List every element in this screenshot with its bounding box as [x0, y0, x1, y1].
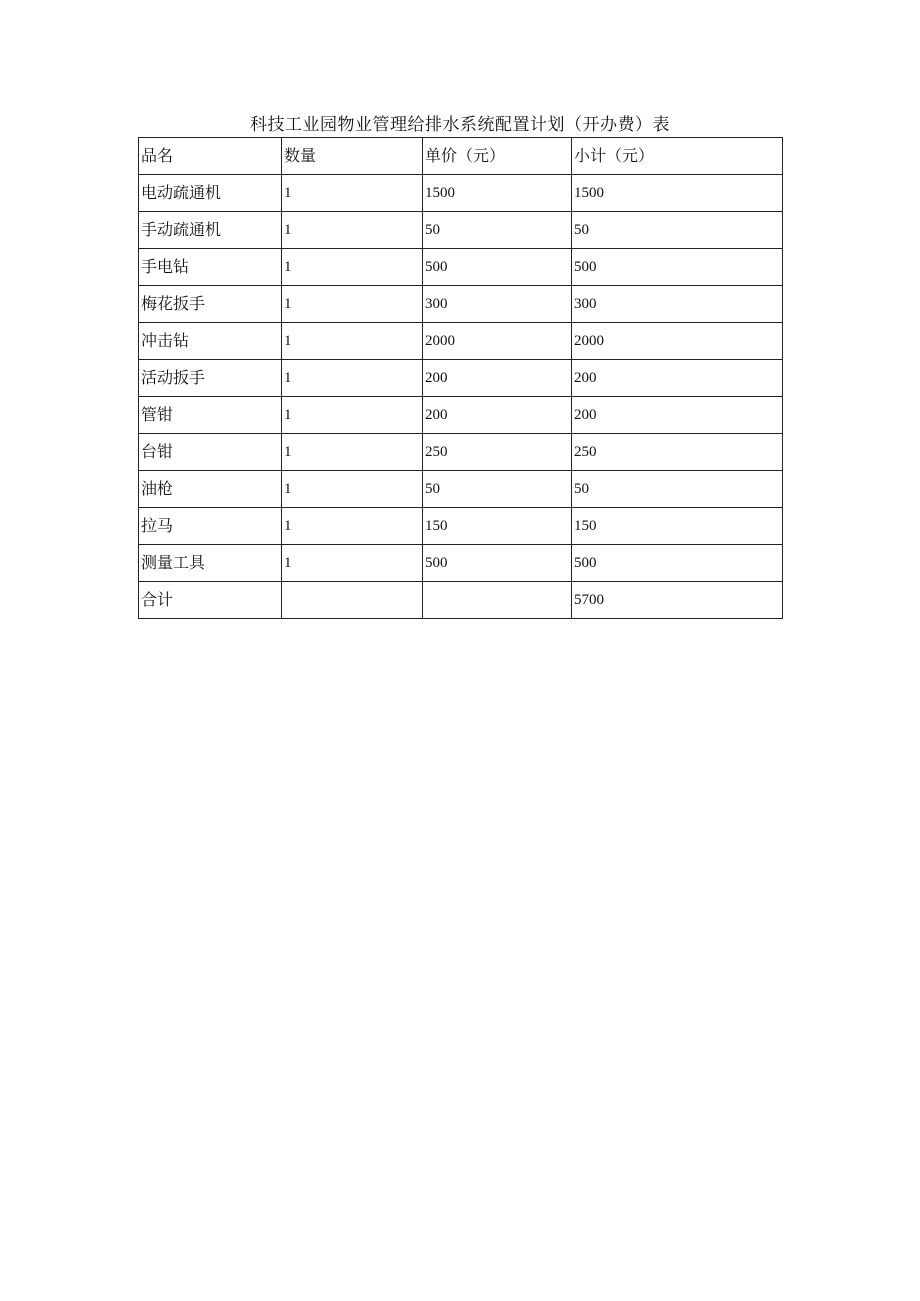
item-name-cell: 管钳	[139, 397, 282, 434]
document-title: 科技工业园物业管理给排水系统配置计划（开办费）表	[250, 115, 670, 135]
table-row	[139, 508, 783, 545]
item-name-cell: 台钳	[139, 434, 282, 471]
quantity-cell: 1	[282, 545, 423, 582]
subtotal-cell: 500	[572, 545, 783, 582]
header-cell-subtotal: 小计（元）	[572, 138, 783, 175]
item-name-cell: 电动疏通机	[139, 175, 282, 212]
table-row	[139, 323, 783, 360]
quantity-cell: 1	[282, 397, 423, 434]
item-name-cell: 油枪	[139, 471, 282, 508]
unit-price-cell: 200	[423, 360, 572, 397]
quantity-cell: 1	[282, 249, 423, 286]
subtotal-cell: 300	[572, 286, 783, 323]
subtotal-cell: 50	[572, 471, 783, 508]
subtotal-cell: 500	[572, 249, 783, 286]
unit-price-cell: 150	[423, 508, 572, 545]
total-quantity-cell	[282, 582, 423, 619]
item-name-cell: 手电钻	[139, 249, 282, 286]
table-row	[139, 434, 783, 471]
table-row	[139, 471, 783, 508]
item-name-cell: 手动疏通机	[139, 212, 282, 249]
quantity-cell: 1	[282, 508, 423, 545]
configuration-plan-table	[138, 137, 783, 619]
quantity-cell: 1	[282, 323, 423, 360]
table-row	[139, 286, 783, 323]
header-cell-unit-price: 单价（元）	[423, 138, 572, 175]
unit-price-cell: 1500	[423, 175, 572, 212]
total-unit-price-cell	[423, 582, 572, 619]
quantity-cell: 1	[282, 360, 423, 397]
unit-price-cell: 300	[423, 286, 572, 323]
table-header-row	[139, 138, 783, 175]
subtotal-cell: 200	[572, 360, 783, 397]
unit-price-cell: 250	[423, 434, 572, 471]
subtotal-cell: 150	[572, 508, 783, 545]
item-name-cell: 梅花扳手	[139, 286, 282, 323]
subtotal-cell: 50	[572, 212, 783, 249]
quantity-cell: 1	[282, 471, 423, 508]
subtotal-cell: 2000	[572, 323, 783, 360]
table-row	[139, 360, 783, 397]
unit-price-cell: 2000	[423, 323, 572, 360]
quantity-cell: 1	[282, 286, 423, 323]
subtotal-cell: 250	[572, 434, 783, 471]
total-amount-cell: 5700	[572, 582, 783, 619]
item-name-cell: 冲击钻	[139, 323, 282, 360]
quantity-cell: 1	[282, 175, 423, 212]
table-row	[139, 212, 783, 249]
table-row	[139, 249, 783, 286]
quantity-cell: 1	[282, 434, 423, 471]
unit-price-cell: 500	[423, 249, 572, 286]
table-row	[139, 545, 783, 582]
total-label-cell: 合计	[139, 582, 282, 619]
unit-price-cell: 200	[423, 397, 572, 434]
subtotal-cell: 1500	[572, 175, 783, 212]
table-row	[139, 397, 783, 434]
item-name-cell: 活动扳手	[139, 360, 282, 397]
quantity-cell: 1	[282, 212, 423, 249]
unit-price-cell: 500	[423, 545, 572, 582]
header-cell-quantity: 数量	[282, 138, 423, 175]
item-name-cell: 测量工具	[139, 545, 282, 582]
subtotal-cell: 200	[572, 397, 783, 434]
table-row	[139, 175, 783, 212]
table-total-row	[139, 582, 783, 619]
item-name-cell: 拉马	[139, 508, 282, 545]
unit-price-cell: 50	[423, 471, 572, 508]
unit-price-cell: 50	[423, 212, 572, 249]
header-cell-item-name: 品名	[139, 138, 282, 175]
